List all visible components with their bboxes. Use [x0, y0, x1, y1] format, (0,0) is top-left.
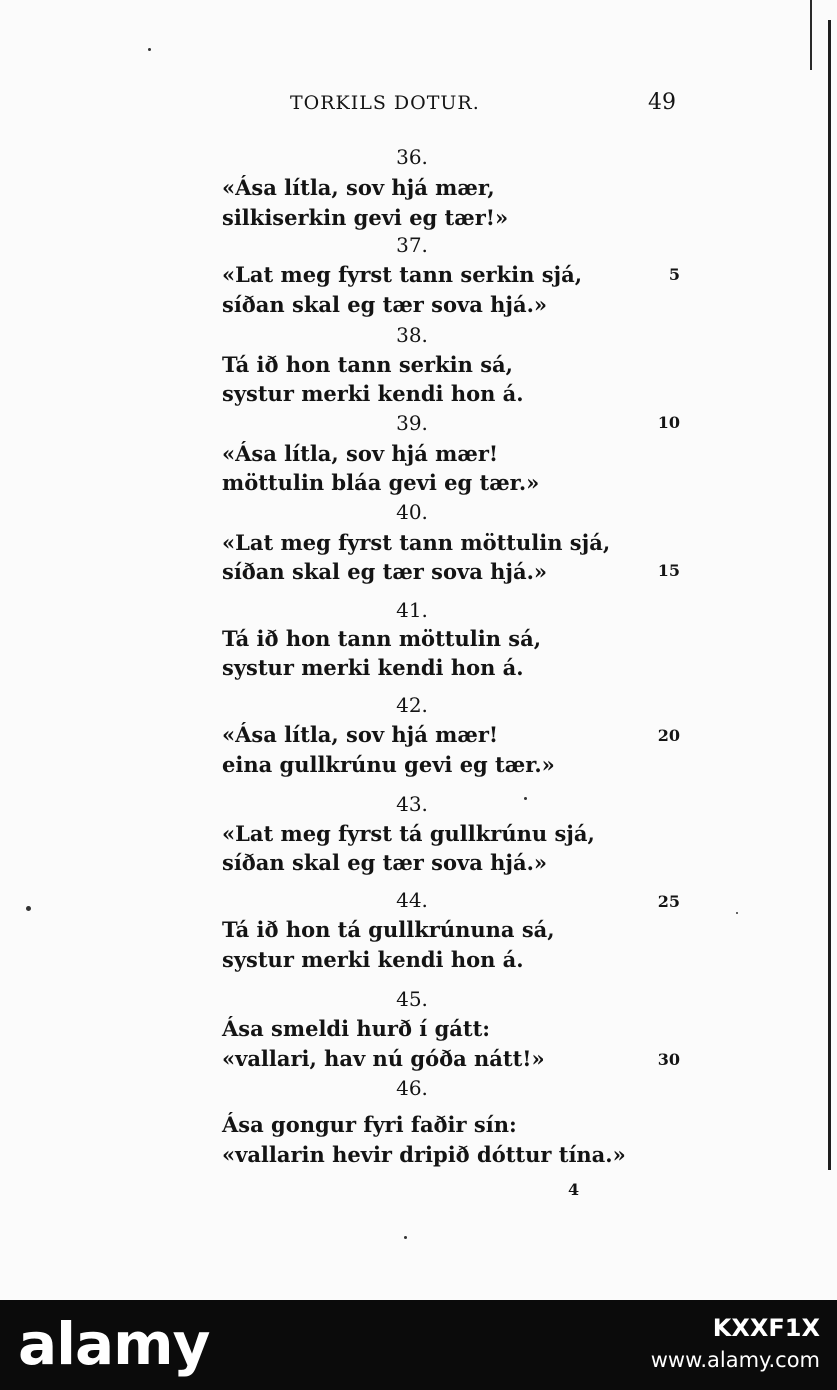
verse-line: «Lat meg fyrst tá gullkrúnu sjá,: [222, 821, 595, 846]
verse-line: systur merki kendi hon á.: [222, 381, 524, 406]
scan-speck: [404, 1236, 407, 1239]
stanza-number: 43.: [396, 792, 428, 816]
stanza-number: 38.: [396, 323, 428, 347]
stanza-number: 40.: [396, 500, 428, 524]
verse-line: systur merki kendi hon á.: [222, 655, 524, 680]
verse-line: eina gullkrúnu gevi eg tær.»: [222, 752, 555, 777]
alamy-logo: alamy: [18, 1310, 210, 1378]
stanza-number: 46.: [396, 1076, 428, 1100]
line-marker: 30: [657, 1050, 680, 1069]
stanza-number: 45.: [396, 987, 428, 1011]
stanza-number: 44.: [396, 888, 428, 912]
verse-line: «Lat meg fyrst tann möttulin sjá,: [222, 530, 611, 555]
line-marker: 20: [657, 726, 680, 745]
stanza-number: 37.: [396, 233, 428, 257]
running-header-title: TORKILS DOTUR.: [290, 92, 480, 114]
verse-line: Tá ið hon tann möttulin sá,: [222, 626, 542, 651]
signature-mark: 4: [568, 1180, 580, 1199]
stanza-number: 41.: [396, 598, 428, 622]
verse-line: Tá ið hon tá gullkrúnuna sá,: [222, 917, 555, 942]
verse-line: silkiserkin gevi eg tær!»: [222, 205, 509, 230]
verse-line: «Ása lítla, sov hjá mær!: [222, 722, 499, 747]
watermark-footer: [0, 1300, 837, 1390]
line-marker: 5: [668, 265, 680, 284]
scan-speck: [148, 48, 151, 51]
verse-line: «Ása lítla, sov hjá mær!: [222, 441, 499, 466]
page-edge-mark: [810, 0, 812, 70]
verse-line: síðan skal eg tær sova hjá.»: [222, 850, 548, 875]
verse-line: möttulin bláa gevi eg tær.»: [222, 470, 540, 495]
page-number: 49: [648, 90, 676, 115]
stanza-number: 39.: [396, 411, 428, 435]
verse-line: «vallarin hevir dripið dóttur tína.»: [222, 1142, 626, 1167]
scan-speck: [736, 912, 738, 914]
stanza-number: 42.: [396, 693, 428, 717]
verse-line: Ása smeldi hurð í gátt:: [222, 1016, 491, 1041]
scan-speck: [26, 906, 31, 911]
page-edge-shadow: [828, 20, 831, 1170]
image-id-label: KXXF1X: [712, 1314, 820, 1342]
line-marker: 10: [657, 413, 680, 432]
verse-line: «Ása lítla, sov hjá mær,: [222, 175, 495, 200]
site-url-label: www.alamy.com: [650, 1348, 820, 1372]
line-marker: 15: [657, 561, 680, 580]
verse-line: síðan skal eg tær sova hjá.»: [222, 292, 548, 317]
verse-line: «vallari, hav nú góða nátt!»: [222, 1046, 545, 1071]
verse-line: Tá ið hon tann serkin sá,: [222, 352, 513, 377]
verse-line: Ása gongur fyri faðir sín:: [222, 1112, 517, 1137]
verse-line: síðan skal eg tær sova hjá.»: [222, 559, 548, 584]
scan-speck: [524, 797, 527, 800]
stanza-number: 36.: [396, 145, 428, 169]
verse-line: «Lat meg fyrst tann serkin sjá,: [222, 262, 583, 287]
line-marker: 25: [657, 892, 680, 911]
verse-line: systur merki kendi hon á.: [222, 947, 524, 972]
